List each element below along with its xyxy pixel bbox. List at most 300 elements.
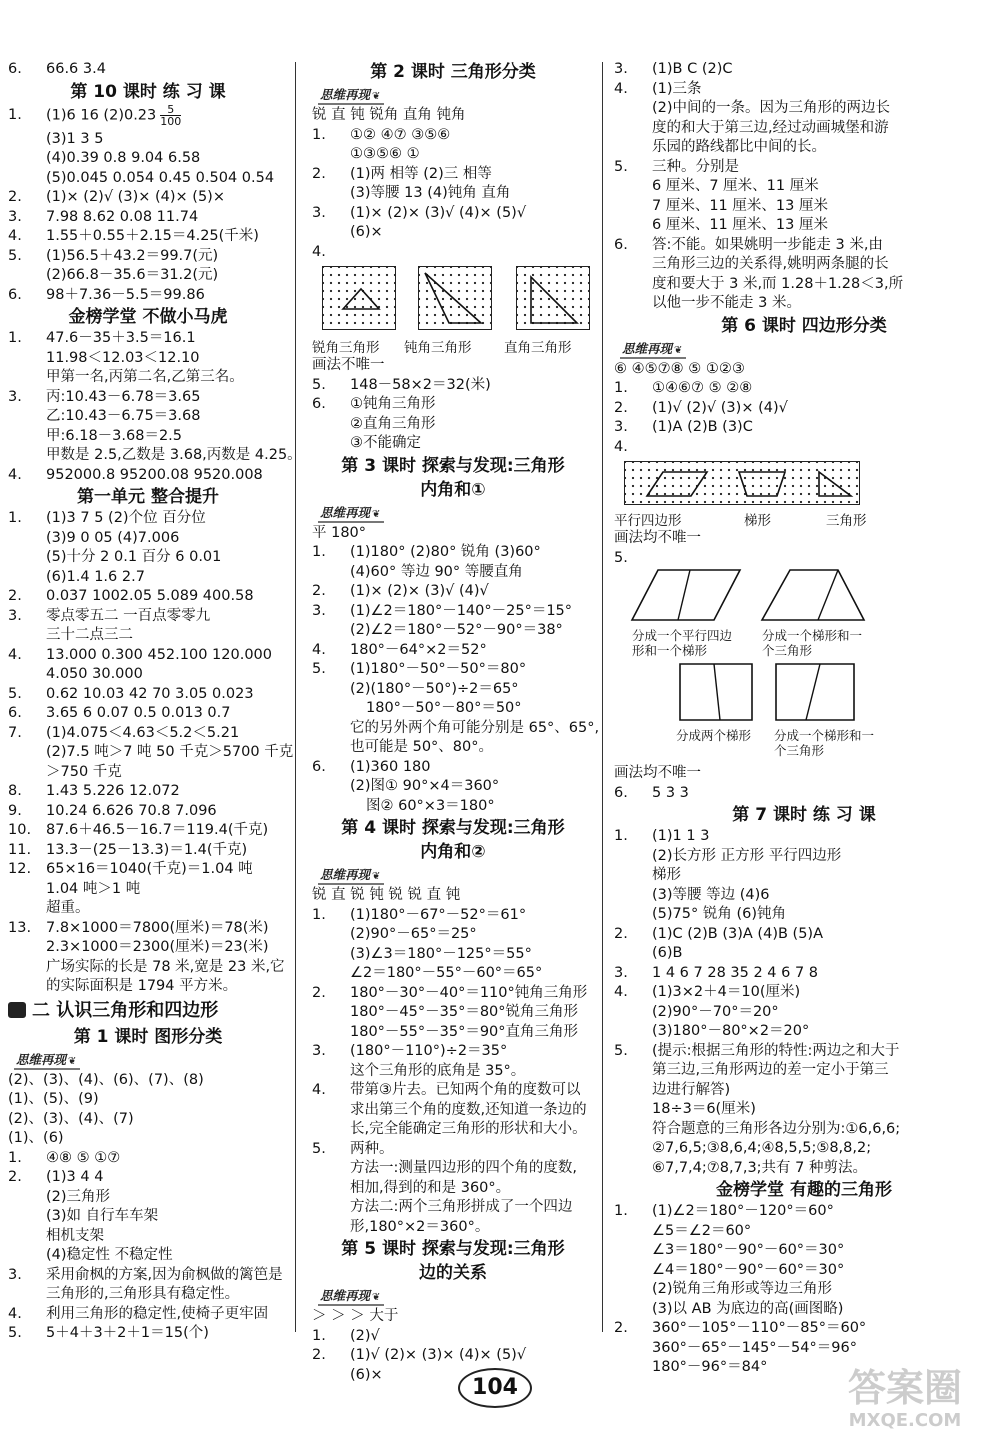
question-number: 4. <box>312 1082 326 1098</box>
answer-line: 边进行解答) <box>652 1081 731 1098</box>
question-number: 1. <box>614 1203 628 1219</box>
answer-line: ＞750 千克 <box>46 763 122 780</box>
question-number: 4. <box>614 438 628 455</box>
answer-line: ∠4＝180°－90°－60°＝30° <box>652 1261 845 1278</box>
question-number: 10. <box>8 822 32 838</box>
answer-text: 952000.8 95200.08 9520.008 <box>46 466 263 483</box>
answer-line <box>312 543 594 563</box>
answer-line <box>312 204 594 224</box>
answer-line: 的实际面积是 1794 平方米。 <box>46 978 238 994</box>
answer-line <box>8 509 288 529</box>
answer-text: (1)C (2)B (3)A (4)B (5)A <box>652 925 823 942</box>
answer-line <box>614 925 994 945</box>
answer-line <box>312 1327 594 1347</box>
question-number: 1. <box>312 126 326 143</box>
trapezoid-cut <box>760 568 866 622</box>
answer-line: (3)如 自行车车架 <box>46 1208 159 1224</box>
parallelogram-cut <box>630 568 742 622</box>
answer-line: 7 厘米、11 厘米、13 厘米 <box>652 197 828 214</box>
thinking-badge <box>318 1287 384 1306</box>
answer-line <box>614 1319 994 1339</box>
answer-line: (5)十分 2 0.1 百分 6 0.01 <box>46 549 222 565</box>
answer-line <box>8 388 288 408</box>
question-number: 4. <box>8 228 22 244</box>
answer-text: 180°－64°×2＝52° <box>350 641 487 658</box>
figure-label: 直角三角形 <box>504 340 572 356</box>
unit-icon <box>8 1002 26 1018</box>
answer-text: 65×16＝1040(千克)＝1.04 吨 <box>46 861 253 877</box>
question-number: 5. <box>8 685 22 702</box>
leaf-icon: ❦ <box>68 1055 77 1067</box>
question-number: 2. <box>312 165 326 182</box>
question-number: 3. <box>614 964 628 981</box>
answer-line <box>312 243 594 263</box>
section-heading: 内角和① <box>420 479 486 500</box>
answer-text: (1)6 16 (2)0.23 <box>46 107 157 123</box>
answer-line <box>8 685 288 705</box>
figure-label: 钝角三角形 <box>404 340 472 356</box>
question-number: 2. <box>614 1320 628 1336</box>
answer-line <box>312 602 594 622</box>
answer-line: ∠5＝∠2＝60° <box>652 1222 752 1239</box>
section-heading: 第 7 课时 练 习 课 <box>732 805 876 825</box>
leaf-icon: ❦ <box>372 1292 381 1303</box>
answer-line: 度和要大于 3 米,而 1.28＋1.28＜3,所 <box>652 275 904 292</box>
answer-line <box>8 724 288 744</box>
answer-line: (3)∠3＝180°－125°＝55° <box>350 945 532 962</box>
answer-text: (1)180° (2)80° 锐角 (3)60° <box>350 544 541 560</box>
question-number: 4. <box>614 80 628 97</box>
question-number: 2. <box>8 189 22 205</box>
answer-text: (1)B C (2)C <box>652 61 733 77</box>
question-number: 9. <box>8 802 22 819</box>
answer-line <box>312 126 594 146</box>
answer-line <box>8 821 288 841</box>
answer-line <box>312 660 594 680</box>
question-number: 3. <box>8 607 22 624</box>
obtuse-triangle-grid <box>418 266 492 330</box>
fraction <box>160 104 181 127</box>
answer-text: 13.3－(25－13.3)＝1.4(千克) <box>46 841 248 858</box>
badge-row <box>312 864 594 886</box>
answer-text: ①钝角三角形 <box>350 396 436 412</box>
badge-label: 思维再现 <box>320 1288 371 1303</box>
answer-line <box>8 208 288 228</box>
badge-label: 思维再现 <box>320 504 371 520</box>
answer-line: ③不能确定 <box>350 435 421 451</box>
figure-labels <box>614 509 994 529</box>
answer-text: (1)360 180 <box>350 758 431 775</box>
question-number: 6. <box>614 784 628 801</box>
drawn-shape <box>739 472 785 496</box>
answer-text: 10.24 6.626 70.8 7.096 <box>46 802 217 819</box>
section-heading: 第 4 课时 探索与发现:三角形 <box>341 818 565 838</box>
answer-line <box>312 906 594 926</box>
answer-line: (5)0.045 0.054 0.45 0.504 0.54 <box>46 169 275 186</box>
answer-line: 度的和大于第三边,经过动画城堡和游 <box>652 119 889 136</box>
answer-text: (2)√ <box>350 1327 380 1344</box>
answer-line: (6)× <box>350 1366 383 1383</box>
right-triangle-grid <box>516 266 590 330</box>
answer-line: (2)(180°－50°)÷2＝65° <box>350 680 519 697</box>
answer-text: 5 3 3 <box>652 784 689 801</box>
answer-line <box>614 418 994 438</box>
answer-line: (3)9 0 05 (4)7.006 <box>46 529 180 546</box>
answer-line: (6)1.4 1.6 2.7 <box>46 568 145 585</box>
answer-line: 180°－96°＝84° <box>652 1359 768 1375</box>
question-number: 3. <box>8 1266 22 1283</box>
answer-line <box>312 1081 594 1101</box>
answer-text: 带第③片去。已知两个角的度数可以 <box>350 1082 581 1098</box>
section-heading: 内角和② <box>420 842 486 862</box>
answer-line <box>8 1305 288 1325</box>
question-number: 3. <box>614 419 628 435</box>
answer-line: 甲:6.18－3.68＝2.5 <box>46 427 183 444</box>
answer-text: 98＋7.36－5.5＝99.86 <box>46 286 205 303</box>
unit-title: 二 认识三角形和四边形 <box>32 999 219 1021</box>
answer-line: (3)等腰 等边 (4)6 <box>652 886 770 903</box>
answer-text: (1)∠2＝180°－140°－25°＝15° <box>350 602 573 619</box>
answer-text: 两种。 <box>350 1140 394 1157</box>
section-heading: 第 5 课时 探索与发现:三角形 <box>341 1239 565 1259</box>
answer-text: 0.62 10.03 42 70 3.05 0.023 <box>46 685 254 702</box>
answer-line: 乐园的路线都比中间的长。 <box>652 139 826 155</box>
question-number: 2. <box>8 588 22 604</box>
answer-text: 1 4 6 7 28 35 2 4 6 7 8 <box>652 964 819 981</box>
triangle-figures <box>322 266 594 336</box>
section-heading: 第 10 课时 练 习 课 <box>70 81 226 102</box>
section-heading: 第一单元 整合提升 <box>77 487 219 507</box>
answer-text: 零点零五二 一百点零零九 <box>46 607 211 624</box>
question-number: 4. <box>312 641 326 658</box>
badge-row <box>8 1049 288 1071</box>
answer-line: 三角形三边的关系得,姚明两条腿的长 <box>652 256 889 272</box>
answer-text: 47.6－35＋3.5＝16.1 <box>46 330 196 346</box>
answer-line <box>614 399 994 419</box>
answer-text: 5＋4＋3＋2＋1＝15(个) <box>46 1325 209 1341</box>
answer-line: (5)75° 锐角 (6)钝角 <box>652 906 786 922</box>
question-number: 4. <box>8 1305 22 1322</box>
answer-line <box>614 80 994 100</box>
answer-line <box>8 188 288 208</box>
question-number: 5. <box>312 661 326 677</box>
question-number: 12. <box>8 861 32 877</box>
question-number: 3. <box>312 204 326 221</box>
answer-line <box>614 236 994 256</box>
answer-line <box>8 860 288 880</box>
answer-line: 求出第三个角的度数,还知道一条边的 <box>350 1101 587 1118</box>
answer-line: 180°－45°－35°＝80°锐角三角形 <box>350 1004 579 1020</box>
answer-text: (1)3 4 4 <box>46 1169 104 1185</box>
answer-line: (3)以 AB 为底边的高(画图略) <box>652 1300 844 1317</box>
answer-line: 梯形 <box>652 867 681 883</box>
answer-line: (2)7.5 吨＞7 吨 50 千克＞5700 千克 <box>46 744 294 760</box>
badge-row <box>312 84 594 106</box>
question-number: 11. <box>8 841 32 858</box>
answer-line: 符合题意的三角形各边分别为:①6,6,6; <box>652 1120 901 1137</box>
question-number: 2. <box>312 583 326 599</box>
answer-text: 66.6 3.4 <box>46 61 106 77</box>
answer-line <box>8 1266 288 1286</box>
answer-column-3 <box>614 60 994 1378</box>
answer-line <box>312 395 594 415</box>
answer-line: (2)66.8－35.6＝31.2(元) <box>46 267 219 283</box>
question-number: 7. <box>8 724 22 741</box>
answer-line: 6 厘米、11 厘米、13 厘米 <box>652 217 828 233</box>
question-number: 5. <box>8 247 22 264</box>
answer-text: (提示:根据三角形的特性:两边之和大于 <box>652 1042 900 1059</box>
question-number: 2. <box>312 1347 326 1363</box>
answer-line: 18÷3＝6(厘米) <box>652 1101 756 1117</box>
answer-line: ②直角三角形 <box>350 415 436 432</box>
question-number: 3. <box>614 61 628 77</box>
answer-line <box>312 165 594 185</box>
answer-line <box>8 607 288 627</box>
question-number: 1. <box>8 107 22 123</box>
answer-line: (2)图① 90°×4＝360° <box>350 778 500 794</box>
answer-text: 三种。分别是 <box>652 158 739 175</box>
leaf-icon: ❦ <box>674 344 683 356</box>
answer-text: (1)180°－67°－52°＝61° <box>350 906 527 923</box>
answer-line: 1.04 吨＞1 吨 <box>46 880 141 897</box>
answer-line: (2)长方形 正方形 平行四边形 <box>652 847 842 864</box>
thinking-badge <box>318 504 384 523</box>
answer-line <box>8 704 288 724</box>
question-number: 2. <box>614 399 628 416</box>
figure-label: 平行四边形 <box>614 513 682 529</box>
answer-text: 13.000 0.300 452.100 120.000 <box>46 646 272 663</box>
figure-labels <box>312 336 594 356</box>
answer-line <box>8 466 288 486</box>
answer-line: 平 180° <box>312 524 367 541</box>
answer-line: 画法均不唯一 <box>614 765 701 781</box>
watermark-logo <box>820 1365 990 1435</box>
question-number: 5. <box>8 1325 22 1341</box>
watermark-url: MXQE.COM <box>848 1410 962 1431</box>
column-divider <box>295 62 296 1332</box>
square-cut-two-trapezoids <box>678 662 754 722</box>
section-heading: 金榜学堂 不做小马虎 <box>68 307 228 327</box>
answer-line: 乙:10.43－6.75＝3.68 <box>46 408 201 424</box>
answer-text: (1)1 1 3 <box>652 828 710 844</box>
answer-text: (1)× (2)× (3)√ (4)√ <box>350 583 489 599</box>
answer-line <box>312 984 594 1004</box>
thinking-badge <box>620 340 686 359</box>
answer-line <box>8 286 288 306</box>
answer-line: 360°－65°－145°－54°＝96° <box>652 1339 857 1356</box>
answer-line: 甲第一名,丙第二名,乙第三名。 <box>46 369 244 385</box>
answer-text: (1)180°－50°－50°＝80° <box>350 661 527 677</box>
answer-text: (1)A (2)B (3)C <box>652 419 753 435</box>
answer-line: (2)三角形 <box>46 1188 111 1205</box>
answer-text: (1)3 7 5 (2)个位 百分位 <box>46 510 206 526</box>
answer-line: ＞ ＞ ＞ 大于 <box>312 1308 399 1324</box>
question-number: 3. <box>8 388 22 405</box>
question-number: 1. <box>312 1327 326 1344</box>
question-number: 5. <box>614 549 628 566</box>
answer-line: 画法均不唯一 <box>614 530 701 546</box>
question-number: 4. <box>8 646 22 663</box>
cut-figures <box>614 568 994 764</box>
answer-line <box>614 1202 994 1222</box>
answer-line <box>312 376 594 396</box>
answer-line <box>312 758 594 778</box>
answer-line: 图② 60°×3＝180° <box>366 797 495 814</box>
question-number: 13. <box>8 919 32 936</box>
answer-line: (2)∠2＝180°－52°－90°＝38° <box>350 622 563 638</box>
answer-line <box>312 582 594 602</box>
question-number: 2. <box>312 984 326 1001</box>
leaf-icon: ❦ <box>372 871 381 882</box>
question-number: 1. <box>312 544 326 560</box>
answer-line: (2)中间的一条。因为三角形的两边长 <box>652 100 891 116</box>
drawn-shape <box>425 273 481 323</box>
section-heading: 第 1 课时 图形分类 <box>73 1026 223 1047</box>
section-heading: 第 2 课时 三角形分类 <box>370 62 536 82</box>
cut-caption: 分成一个平行四边形和一个梯形 <box>632 628 733 658</box>
fraction-numerator: 5 <box>160 104 181 116</box>
answer-line <box>614 1042 994 1062</box>
answer-line: ⑥7,7,4;⑦8,7,3;共有 7 种剪法。 <box>652 1159 868 1176</box>
answer-line: 11.98＜12.03＜12.10 <box>46 349 200 366</box>
question-number: 4. <box>8 466 22 483</box>
answer-line <box>312 641 594 661</box>
answer-line: 180°－50°－80°＝50° <box>366 700 522 716</box>
answer-line <box>614 379 994 399</box>
answer-text: 148－58×2＝32(米) <box>350 376 491 393</box>
question-number: 3. <box>8 208 22 225</box>
answer-text: 丙:10.43－6.78＝3.65 <box>46 388 201 405</box>
answer-text: 360°－105°－110°－85°＝60° <box>652 1320 867 1336</box>
answer-text: 1.55＋0.55＋2.15＝4.25(千米) <box>46 228 259 244</box>
answer-line: (6)B <box>652 945 683 961</box>
answer-line <box>8 60 288 80</box>
answer-line <box>312 1042 594 1062</box>
answer-line <box>8 646 288 666</box>
answer-line <box>8 1168 288 1188</box>
answer-line: 甲数是 2.5,乙数是 3.68,丙数是 4.25。 <box>46 447 302 463</box>
answer-column-2 <box>312 60 600 1385</box>
answer-line <box>8 802 288 822</box>
question-number: 6. <box>8 705 22 721</box>
answer-line: ①③⑤⑥ ① <box>350 146 420 162</box>
answer-line <box>312 1140 594 1160</box>
answer-text: (1)√ (2)√ (3)× (4)√ <box>652 399 788 416</box>
answer-text: (1)× (2)× (3)√ (4)× (5)√ <box>350 204 527 221</box>
answer-line: 长,完全能确定三角形的形状和大小。 <box>350 1121 587 1137</box>
section-heading: 第 3 课时 探索与发现:三角形 <box>341 455 565 476</box>
acute-triangle-grid <box>322 266 396 330</box>
answer-line: 锐 直 锐 钝 锐 锐 直 钝 <box>312 887 461 903</box>
answer-text: 87.6＋46.5－16.7＝119.4(千克) <box>46 822 269 838</box>
badge-row <box>312 502 594 524</box>
answer-line: (4)稳定性 不稳定性 <box>46 1247 173 1263</box>
answer-text: (1)56.5＋43.2＝99.7(元) <box>46 247 219 264</box>
badge-label: 思维再现 <box>320 87 371 102</box>
answer-line: 三角形的,三角形具有稳定性。 <box>46 1286 240 1302</box>
answer-text: 7.8×1000＝7800(厘米)＝78(米) <box>46 919 269 936</box>
quadrilateral-figures <box>624 461 994 509</box>
badge-label: 思维再现 <box>16 1051 67 1067</box>
cut-caption: 分成一个梯形和一个三角形 <box>774 728 875 758</box>
question-number: 6. <box>614 236 628 253</box>
answer-text: (1)3×2＋4＝10(厘米) <box>652 984 801 1000</box>
thinking-badge <box>318 86 384 105</box>
answer-line: (6)× <box>350 224 383 240</box>
answer-text: (1)√ (2)× (3)× (4)× (5)√ <box>350 1347 527 1363</box>
answer-text: 采用俞枫的方案,因为俞枫做的篱笆是 <box>46 1266 283 1283</box>
figure-label: 梯形 <box>744 513 771 529</box>
question-number: 1. <box>8 1149 22 1166</box>
answer-line: (4)0.39 0.8 9.04 6.58 <box>46 150 201 166</box>
answer-text: 3.65 6 0.07 0.5 0.013 0.7 <box>46 705 231 721</box>
answer-line: ∠3＝180°－90°－60°＝30° <box>652 1242 845 1258</box>
answer-line: 6 厘米、7 厘米、11 厘米 <box>652 178 819 194</box>
answer-line <box>614 549 994 569</box>
answer-text: 1.43 5.226 12.072 <box>46 783 180 799</box>
answer-line: 这个三角形的底角是 35°。 <box>350 1062 526 1079</box>
answer-line: 180°－55°－35°＝90°直角三角形 <box>350 1023 579 1040</box>
answer-line <box>312 1346 594 1366</box>
question-number: 2. <box>614 925 628 942</box>
answer-line: 第三边,三角形两边的差一定小于第三 <box>652 1062 889 1078</box>
question-number: 1. <box>8 510 22 526</box>
answer-text: ①② ④⑦ ③⑤⑥ <box>350 126 451 143</box>
answer-line <box>8 587 288 607</box>
question-number: 2. <box>8 1169 22 1185</box>
question-number: 8. <box>8 783 22 799</box>
answer-line: 三十二点三二 <box>46 627 133 643</box>
answer-text: (1)三条 <box>652 80 702 97</box>
answer-text: (1)× (2)√ (3)× (4)× (5)× <box>46 189 225 205</box>
answer-line: (1)、(6) <box>8 1130 64 1146</box>
question-number: 6. <box>8 286 22 303</box>
answer-line: (2)90°－65°＝25° <box>350 926 477 942</box>
answer-line: (2)90°－70°＝20° <box>652 1003 779 1020</box>
question-number: 3. <box>312 602 326 619</box>
section-heading: 第 6 课时 四边形分类 <box>721 315 887 336</box>
section-heading: 金榜学堂 有趣的三角形 <box>716 1180 892 1200</box>
drawn-shape <box>531 277 577 323</box>
answer-line: 4.050 30.000 <box>46 666 143 682</box>
answer-line: (4)60° 等边 90° 等腰直角 <box>350 563 523 580</box>
unit-heading <box>8 997 288 1025</box>
answer-line: 2.3×1000＝2300(厘米)＝23(米) <box>46 939 269 955</box>
answer-line: 相加,得到的和是 360°。 <box>350 1179 511 1196</box>
figure-label: 锐角三角形 <box>312 340 380 356</box>
drawn-shape <box>343 289 379 309</box>
question-number: 5. <box>614 1042 628 1059</box>
answer-line: (2)、(3)、(4)、(7) <box>8 1110 134 1127</box>
badge-row <box>312 1285 594 1307</box>
section-heading: 边的关系 <box>419 1263 487 1283</box>
question-number: 1. <box>614 828 628 844</box>
question-number: 6. <box>312 396 326 412</box>
question-number: 4. <box>614 984 628 1000</box>
answer-text: 利用三角形的稳定性,使椅子更牢固 <box>46 1305 269 1322</box>
answer-text: ④⑧ ⑤ ①⑦ <box>46 1149 121 1166</box>
question-number: 5. <box>312 1140 326 1157</box>
answer-line <box>8 227 288 247</box>
answer-text: (1)4.075＜4.63＜5.2＜5.21 <box>46 724 240 741</box>
shapes-dot-grid <box>624 461 860 505</box>
answer-line: 它的另外两个角可能分别是 65°、65°, <box>350 719 600 736</box>
leaf-icon: ❦ <box>372 508 381 520</box>
question-number: 3. <box>312 1043 326 1059</box>
answer-text: 0.037 1002.05 5.089 400.58 <box>46 588 254 604</box>
answer-line: 形,180°×2＝360°。 <box>350 1218 490 1235</box>
answer-text: ①④⑥⑦ ⑤ ②⑧ <box>652 380 753 396</box>
